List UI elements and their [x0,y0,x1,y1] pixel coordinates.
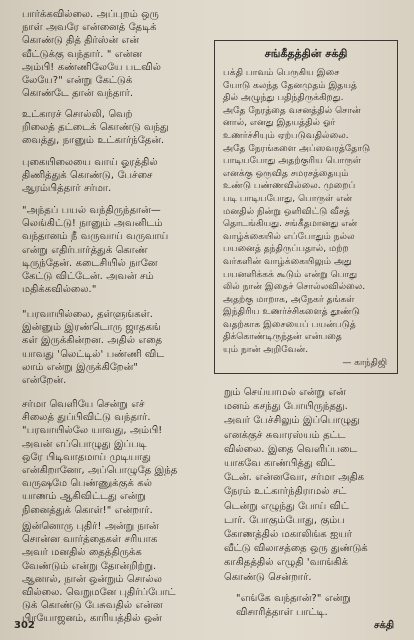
text-line: னால், எனது இதயத்தில் ஓர் [223,118,336,129]
text-line: கோணத்தில் மகாலிங்க ஐயர் [224,529,353,541]
text-line: கள் இருக்கின்றன. அதில் எதை [22,335,163,347]
text-line: யாணம் ஆகிவிட்டது என்று [22,491,146,503]
text-line: வருஷமே பெண்ணுக்குக் கல் [22,478,152,490]
text-line: வாழ்க்கையில் எப்போதும் நல்ல [223,231,355,242]
text-line: ஆரம்பித்தார் சர்மா. [22,183,112,195]
text-line: வீட்டு விலாசத்தை ஒரு துண்டுக் [224,543,368,555]
text-line: சர்மா வெளியே சென்று எச் [22,399,145,410]
text-line: பாடியபோது அதற்குரிய பொருள் [223,156,362,167]
text-line: கொண்டு தித் திர்ஸ்ன் என் [22,35,140,47]
paragraph-col1-3 [22,156,158,196]
text-line: இன்னொரு புதிர்! அன்று நான் [22,521,159,532]
text-line: எனக்குச் சுவாரஸ்யம் தட்ட [224,429,346,441]
text-line: உண்டு பண்ணவில்லை. முறைப் [223,181,356,192]
text-line: அதே நேரங்களை அப்ஸவரத்தோடு [223,143,371,154]
text-line: டார். போகும்போது, கும்ப [224,514,345,526]
paragraph-col1-top [22,8,161,100]
page-number: 302 [14,620,35,631]
text-line: எனக்கு ஒருவித சமரசத்தையும் [223,168,349,179]
text-line: மனதில் நின்று ஒளிவிட்டு வீசத் [223,206,350,217]
text-line: பயனளிக்கக் கூடும் என்று பொது [223,269,358,280]
quote-box-body [223,67,370,357]
text-line: லாம் என்று இருக்கிறேன்" [22,361,139,373]
text-line: வதற்காக இசையைப் பயன்படுத் [223,319,356,330]
text-line: ஒரே பிடிவாதமாய் முடியாது [22,451,151,463]
text-line: திணித்துக் கொண்டு, பேச்சை [22,170,153,182]
text-line: காகிதத்தில் எழுதி 'வாங்கிக் [224,557,348,569]
text-line: நேரம் உட்கார்ந்திராமல் சட் [224,486,347,498]
text-line: என்றேன். [22,375,67,387]
text-line: தில் அழுந்து பதிந்திருக்கிறது. [223,93,344,104]
text-line: அவன் எப்பொழுது இப்படி [22,438,147,450]
paragraph-col1-4 [22,204,168,296]
text-line: "பரவாயில்லை, தள்ளுங்கள். [22,309,154,320]
text-line: வந்தானம் நீ வருவாய் வருவாய் [22,231,169,243]
text-line: வர்களின் வாழ்க்கையிலும் அது [223,256,352,267]
text-line: லேயே?" என்று கேட்டுக் [22,75,133,87]
text-line: பக்தி பாவம் பெருகிய இசை [223,68,340,78]
text-line: பயனைத் தந்திருப்பதால், மற்ற [223,244,349,255]
text-line: வேண்டும் என்று தோன்றிற்று. [22,560,157,572]
text-line: றிலைத் தட்டைக் கொண்டு வந்து [22,122,169,134]
paragraph-col2-2 [236,592,351,620]
text-line: பார்க்கவில்லை. அப்புறம் ஒரு [22,9,159,20]
text-line: கொண்டு சென்றார். [224,571,312,583]
text-line: லில் நான் இதைச் சொல்லவில்லை. [223,282,366,293]
text-line: டேன். என்னவோ, சர்மா அதிக [224,472,365,484]
text-line: யும் நான் அறிவேன். [223,345,309,356]
text-line: றும் செய்யாமல் என்று என் [224,387,346,398]
paragraph-col1-6 [22,398,177,517]
text-line: புகையிலையை வாய் ஓரத்தில் [22,157,158,168]
text-line: "பரவாயில்லே யாவது, அம்பி! [22,425,163,437]
text-line: அதற்கு மாறாக, அநேகர் தங்கள் [223,294,355,305]
text-line: நினைத்துக் கொள்!" என்றார். [22,504,153,516]
text-line: கொண்டே தான் வந்தார். [22,88,134,100]
text-line: திக்கொண்டிருந்தன் என்பதை [223,332,342,343]
text-line: டிருந்தேன். கடைசியில் நானே [22,257,158,269]
text-line: டுக் கொண்டு பேசுவதில் என்ன [22,600,163,612]
text-line: இன்னும் இரண்டொரு ஜாதகங் [22,322,161,334]
text-line: "அந்தப் பயல் வந்திருந்தான்— [22,205,161,216]
text-line: என்று எதிர்பார்த்துக் கொண் [22,244,148,256]
text-line: விசாரித்தாள் பாட்டி. [236,607,328,618]
text-line: சொன்ன வார்த்தைகள் சரியாக [22,534,158,546]
text-line: சிலைத் துப்பிவிட்டு வந்தார். [22,412,151,424]
text-line: தொடங்கியது. சங்கீதமானது என் [223,219,358,230]
text-line: வீட்டுக்கு வந்தார். " என்ன [22,48,143,60]
text-line: நாள் அவரே என்னைத் தேடிக் [22,22,157,34]
quote-box-author: — காந்திஜி [342,358,387,368]
quote-box [214,40,398,374]
text-line: யாவது 'லெட்டில்' பண்ணி விட [22,348,165,360]
text-line: உட்காரச் சொல்லி, வெற் [22,109,133,120]
text-line: என்கிறானோ, அப்பொழுதே இந்த [22,465,178,477]
magazine-brand: சக்தி [374,620,395,631]
text-line: உணர்ச்சியும் ஏற்படுவதில்லை. [223,130,349,141]
text-line: வைத்து, நானும் உட்கார்ந்தேன். [22,135,165,147]
text-line: ஆனால், நான் ஒன்றும் சொல்ல [22,573,162,585]
text-line: இந்திரிய உணர்ச்சிகளைத் தூண்டு [223,307,360,318]
text-line: வில்லை. வெறுமனே புதிர்ப்போட் [22,587,176,599]
text-line: அவர் மனதில் தைத்திருக்க [22,547,142,559]
quote-box-title: சங்கீதத்தின் சக்தி [264,47,348,60]
text-line: யோடு கலந்த தேனமுதம் இதயத் [223,80,357,91]
paragraph-col2-1 [224,386,368,585]
paragraph-col1-2 [22,108,169,148]
text-line: லெங்கிட்டு! நானும் அவனிடம் [22,218,163,230]
text-line: டென்று எழுந்து போய் விட் [224,500,349,512]
text-line: அவர் பேச்சிலும் இப்பொழுது [224,415,360,427]
paragraph-col1-5 [22,308,164,387]
text-line: அம்பி! கண்ணிலேயே படவில் [22,61,161,73]
text-line: கேட்டு விட்டேன். அவன் சம் [22,271,154,283]
text-line: வில்லை. இதை வெளிப்படை [224,443,358,455]
text-line: பிரயோஜனம், காரியத்தில் ஒன் [22,613,162,625]
paragraph-col1-7 [22,520,176,626]
text-line: அதே நேரத்தை வசனத்தில் சொன் [223,105,361,116]
text-line: மனம் கசந்து போயிருந்தது. [224,401,348,413]
text-line: யாகவே காண்பித்து விட் [224,458,336,470]
text-line: "எங்கே வந்தான்?" என்று [236,593,351,604]
text-line: மதிக்கவில்லை." [22,284,97,296]
text-line: படி பாடியபோது, பொருள் என் [223,193,353,204]
